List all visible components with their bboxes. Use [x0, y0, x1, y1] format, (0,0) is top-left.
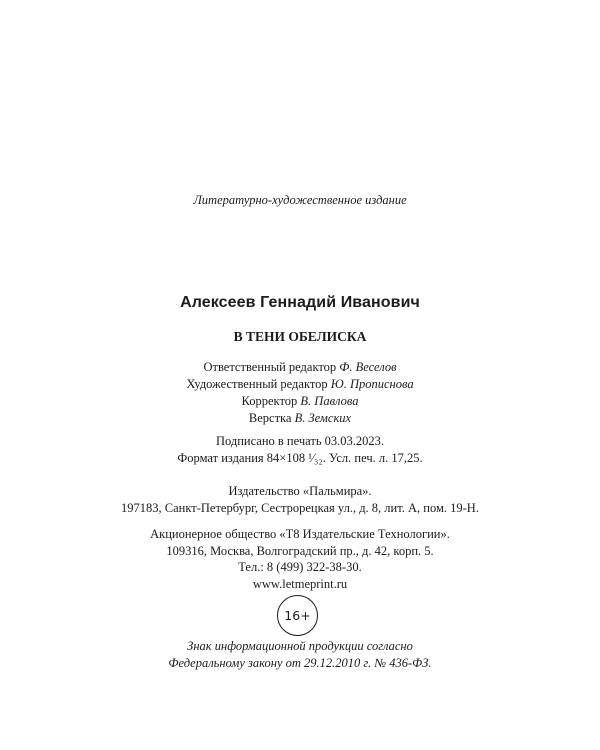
credit-name: В. Земских: [294, 411, 352, 425]
printer-name: Акционерное общество «Т8 Издательские Технологии».: [150, 527, 450, 541]
notice-line: Знак информационной продукции согласно: [187, 639, 413, 653]
credit-name: Ф. Веселов: [339, 360, 397, 374]
credits-block: [0, 359, 600, 427]
credit-role: Ответственный редактор: [203, 360, 337, 374]
notice-line: Федеральному закону от 29.12.2010 г. № 436-ФЗ.: [168, 656, 432, 670]
credit-line: [0, 410, 600, 427]
credit-name: Ю. Прописнова: [330, 377, 414, 391]
print-format: Формат издания 84×108 ¹⁄₃₂. Усл. печ. л. 17,25.: [177, 451, 423, 465]
publisher-name: Издательство «Пальмира».: [228, 484, 372, 498]
printer-phone: Тел.: 8 (499) 322-38-30.: [238, 560, 362, 574]
credit-role: Корректор: [241, 394, 298, 408]
credit-role: Художественный редактор: [186, 377, 328, 391]
publisher-block: [0, 483, 600, 517]
author-name: Алексеев Геннадий Иванович: [180, 294, 420, 311]
credit-role: Верстка: [248, 411, 292, 425]
info-product-notice: [0, 638, 600, 672]
printer-address: 109316, Москва, Волгоградский пр., д. 42, корп. 5.: [166, 543, 434, 558]
publisher-address: 197183, Санкт-Петербург, Сестрорецкая ул., д. 8, лит. А, пом. 19-Н.: [121, 501, 479, 515]
printer-block: [0, 526, 600, 592]
print-info: [0, 433, 600, 467]
age-rating-badge: [277, 595, 318, 636]
credit-line: [0, 359, 600, 376]
edition-type: Литературно-художественное издание: [193, 193, 407, 207]
signed-date: Подписано в печать 03.03.2023.: [215, 434, 385, 448]
credit-name: В. Павлова: [300, 394, 359, 408]
book-title: В ТЕНИ ОБЕЛИСКА: [233, 329, 367, 344]
credit-line: [0, 393, 600, 410]
printer-website: www.letmeprint.ru: [252, 576, 348, 591]
age-rating-label: 16+: [284, 608, 311, 623]
credit-line: [0, 376, 600, 393]
